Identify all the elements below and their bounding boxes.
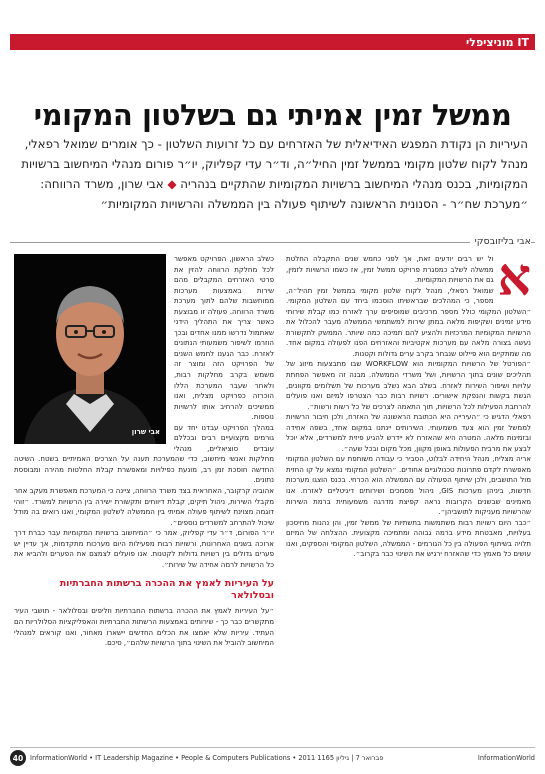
author-byline: אבי בליזובסקי <box>470 236 531 247</box>
photo-caption: אבי שרון <box>131 428 160 437</box>
portrait-illustration <box>14 254 166 444</box>
paragraph: רפאלי הדגיש כי ״העירייה היא הכתובת הראשונה של האזרח, ולכן חיבור הרשויות לממשל זמין הוא צעד משמעותי. השירותים יינתנו במקום אחד, בשפה אחידה ובזמינות מלאה. המטרה היא שהאזרח לא יידרש להגיע פיזית למשרדים, אלא יוכל לבצע את מרבית הפעולות באופן מקוון, מכל מקום ובכל שעה״. <box>286 412 531 453</box>
paragraph: יו״ר הפורום, ד״ר עדי קפליוק, אמר כי ״המיחשוב ברשויות המקומיות עבר כברת דרך ארוכה בשנים האחרונות, ורשויות רבות מפעילות היום מערכות מתקדמות, אך עדיין יש פערים גדולים בין רשויות גדולות לקטנות. אנו פועלים לצמצם את הפערים ולהביא את כל הרשויות לרמה אחידה של שירות״. <box>14 528 274 569</box>
subheading: על העיריות לאמץ את ההכרה ברשתות החברתיות ובסלולאר <box>59 578 274 602</box>
article-column-left <box>14 254 274 744</box>
paragraph: כשלב הראשון, הפרויקט מאפשר לכל מחלקת הרווחה להזין את פרטי האזרחים המקבלים מהם שירות באמצעות מערכות ממוחשבות שלהם לתוך מערכת משרד הרווחה. פעולה זו מבוצעת כאשר צריך את התהליך הידני שאתמול נדרשו ממנו אחדים ובכך הוזרמו לשיפור משמעותי הנתונים לאזרח. כבר הגענו לחמש השנים של הפרויקט הזה ומוצר זה משמש בקרב מחלקות רבות, ולאחר שעבר המערכת הללו הוכרזה כפרויקט מצליח, ואנו ממשיכים להרחיב אותו לרשויות נוספות. <box>174 254 274 422</box>
portrait-photo <box>14 254 166 444</box>
publication-info: InformationWorld • IT Leadership Magazine • People & Computers Publications • 2011 פברואר 7 | גיליון 1165 <box>30 754 384 762</box>
article-headline: ממשל זמין אמיתי גם בשלטון המקומי <box>33 98 512 132</box>
paragraph: אהוביה קרקובר, האחראית בצד משרד הרווחה, ציינה כי המערכת מאפשרת מעקב אחר מקבלי השירות, ניהול תיקים, קבלת דיווחים ותקשורת ישירה בין הרשויות למשרד. ״זוהי דוגמה מצוינת לשיתוף פעולה אמיתי בין הממשלה לשלטון המקומי, ואנו רואים בה מודל שיכול להתרחב למשרדים נוספים״. <box>14 486 274 527</box>
paragraph: ״הפורטל של הרשויות המקומיות הוא WORKFLOW שבו מתבצעות מיזוג של תהליכים שונים בתוך הרשויות, ושל משרדי הממשלה. מבנה זה מאפשר הפחתת עלויות ושיפור השירות לאזרח. בשלב הבא נשלב מערכות של תשלומים מקוונים, הגשת בקשות והנפקת אישורים. רשויות רבות כבר הצטרפו למיזם ואנו פועלים להרחבת הפעילות לכל הרשויות, תוך התאמה לצרכים של כל רשות ורשות״. <box>286 359 531 411</box>
page-number: 40 <box>10 750 26 766</box>
byline-divider <box>10 242 535 243</box>
paragraph: ״על העיריות לאמץ את ההכרה ברשתות החברתיות וזליפים ובסלולאר - תושבי העיר מתקשרים כבר כך - שירותים באמצעות הרשתות החברתיות והאפליקציות הסלולריות הם העתיד. עיריות שלא יאמצו את הכלים החדשים יישארו מאחור, ואנו קוראים למנהלי המיחשוב להוביל את השינוי בתוך הרשויות שלהם״, סיכם. <box>14 606 274 648</box>
lead-text-part2: אבי שרון, משרד הרווחה: ״מערכת שח״ר - הסנונית הראשונה לשיתוף פעולה בין הממשלה והרשויות המקומיות״ <box>40 177 528 211</box>
lead-text-part1: העיריות הן נקודת המפגש האידיאלית של האזרחים עם כל זרועות השלטון - כך אומרים שמואל רפאלי, מנהל לקוח שלטון מקומי בממשל זמין החיל״ה, וד״ר עדי קפליוק, יו״ר פורום מנהלי המיחשוב ברשויות המקומיות, בכנס מנהלי המיחשוב ברשויות המקומיות שהתקיים בנהריה <box>21 137 528 191</box>
paragraph: שמואל רפאלי, מנהל לקוח שלטון מקומי בממשל זמין תהיל״ה, מספר, כי המהלכים שבראשיתו הוסכמו ביחד עם השלטון המקומי. ״השלטון המקומי כולל מספר מרכיבים שמוסיפים ערך לאזרח כמו קבלת שירותי מידע זמינים ושקיפות מלאה במתן שירות למשתמשי הממשלה מעבר להכלול את הרשויות המקומיות המרכזיות ולהציע להם תמיכה כמה שיותר. הממשק לתקשורת נעשה בצורה מלאה עם מערכות אקטיביות והאזרחים הפנו לפעולה במקום אחד. מה שמתקיים הוא פיילוט שנבחר בקרב ערים גדולות וקטנות. <box>286 285 531 358</box>
paragraph: ״כבר היום רשויות רבות משתמשות בתשתיות של ממשל זמין, והן נהנות מחיסכון בעלויות, מאבטחת מידע ברמה גבוהה ומתמיכה מקצועית. ההצלחה של המיזם תלויה בשיתוף הפעולה בין כל הגורמים - הממשלה, השלטון המקומי והספקים, ואנו עושים כל מאמץ כדי שהאזרח ירגיש את השינוי כבר בקרוב״. <box>286 517 531 559</box>
paragraph: אריה מצליח, מנהל היחידה לבלוט, הסביר כי עבודה משותפת עם השלטון המקומי מאפשרת לקדם פתרונות טכנולוגיים אחודים. ״השלטון המקומי נמצא על קו החזית מול התושבים, ולכן שיתוף הפעולה עם הממשלה הוא הכרחי. בכנס הוצגו מערכות חדשות, ביניהן מערכות GIS, ניהול מסמכים ושירותים דיגיטליים לאזרח. אנו מאמינים שבשנים הקרובות נראה קפיצת מדרגה משמעותית ברמת השירות שהרשויות מעניקות לתושביהן״. <box>286 454 531 517</box>
drop-cap: א <box>497 254 531 308</box>
footer-left <box>10 750 383 766</box>
footer-divider <box>10 747 535 748</box>
lead-bullet-icon: ◆ <box>167 177 177 191</box>
paragraph: במהלך הפרויקט עבדנו יחד עם גורמים מקצועיים רבים ובכללם עובדים סוציאליים, מנהלי מחלקות ואנשי מיחשוב, כדי שהמערכת תענה על הצרכים האמיתיים בשטח. השיטה החדשה חוסכת זמן רב, מונעת כפילויות ומאפשרת קבלת החלטות מהירה ומבוססת נתונים. <box>14 422 274 485</box>
page-footer <box>10 750 535 766</box>
footer-brand: InformationWorld <box>477 754 535 762</box>
section-header-bar <box>10 34 535 50</box>
article-lead <box>18 134 528 214</box>
section-tag: IT מוניציפלי <box>466 35 529 49</box>
article-column-right <box>286 254 531 744</box>
paragraph: ול יש רבים יודעים זאת, אך לפני כחמש שנים התקבלה החלטת ממשלה לשלב כמסגרת פרויקט ממשל זמין, אז כשמו הרשויות לזמין, גם את הרשויות המקומיות. <box>286 254 494 285</box>
